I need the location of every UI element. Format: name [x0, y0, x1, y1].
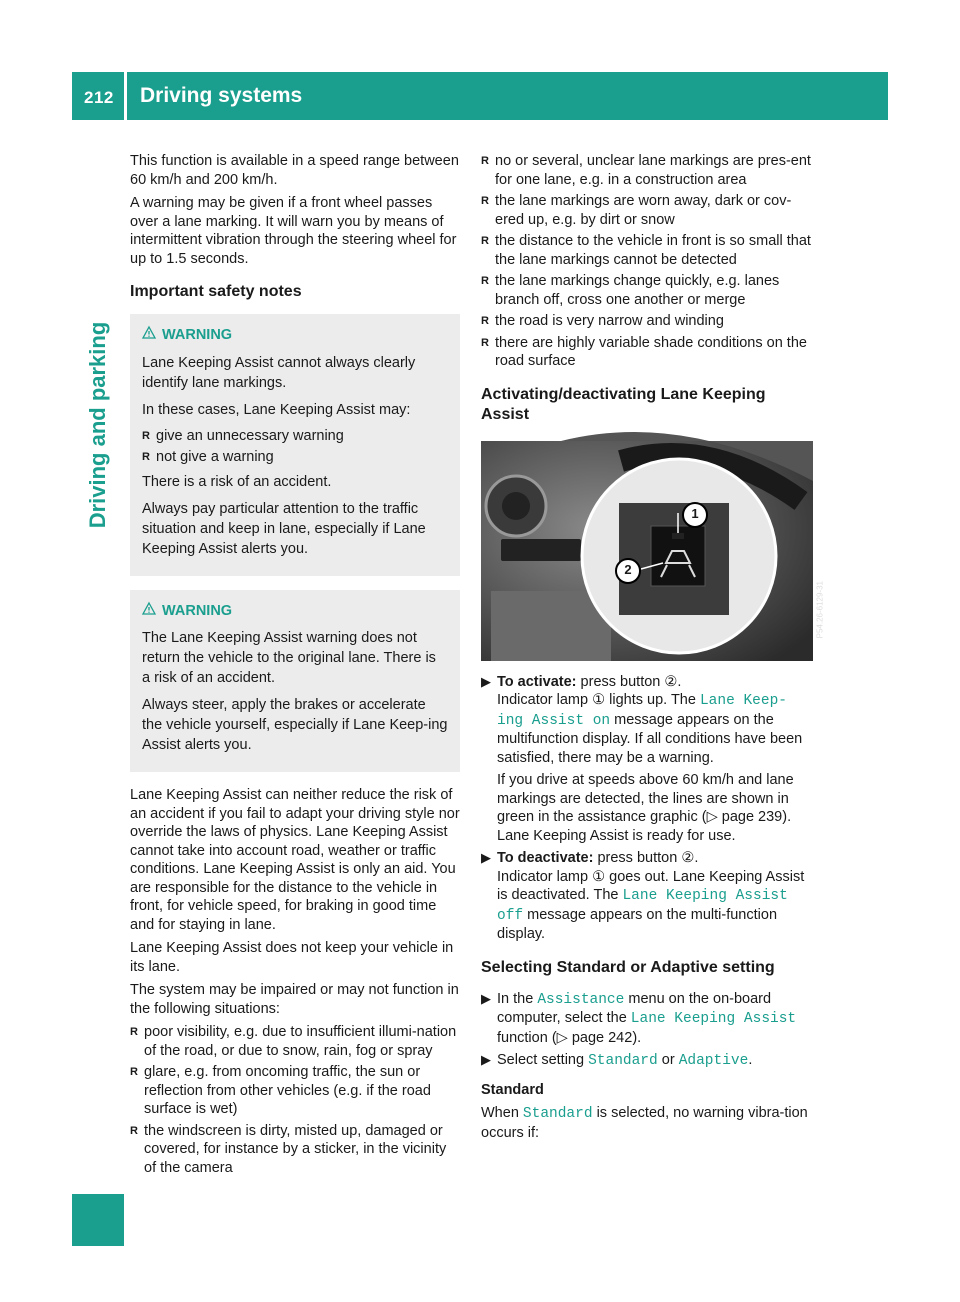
warning-label: WARNING	[162, 327, 233, 343]
right-column	[481, 152, 824, 1147]
warning-text: Always steer, apply the brakes or accelerate the vehicle yourself, especially if Lane Keep-ing Assist alerts you.	[142, 697, 448, 753]
steering-wheel-photo	[481, 441, 824, 661]
side-tab	[83, 305, 113, 545]
safety-heading: Important safety notes	[130, 283, 302, 300]
warning-description: A warning may be given if a front wheel passes over a lane marking. It will warn you by means of intermittent vibration through the steering wheel for up to 1.5 seconds.	[130, 195, 457, 267]
page-number: 212	[84, 88, 114, 107]
standard-paragraph: When Standard is selected, no warning vibra-tion occurs if:	[481, 1105, 808, 1141]
list-item: R the windscreen is dirty, misted up, damaged or covered, for instance by a sticker, in the vicinity of the camera	[130, 1122, 460, 1178]
warning-box-1	[130, 314, 460, 576]
page-header	[72, 72, 888, 120]
steering-wheel-illustration	[481, 441, 813, 661]
arrow-icon: ▶	[481, 990, 491, 1006]
body-paragraph: Lane Keeping Assist does not keep your vehicle in its lane.	[130, 940, 454, 975]
warning-text: The Lane Keeping Assist warning does not return the vehicle to the original lane. There is a risk of an accident.	[142, 630, 436, 686]
callout-1: 1	[682, 502, 708, 528]
warning-triangle-icon	[142, 602, 156, 621]
warning-label: WARNING	[162, 602, 233, 619]
warning-text: Always pay particular attention to the traffic situation and keep in lane, especially if Lane Keeping Assist alerts you.	[142, 500, 426, 557]
page-reference: ▷ page 239).	[706, 809, 792, 825]
select-heading: Selecting Standard or Adaptive setting	[481, 958, 775, 976]
select-step-2: ▶ Select setting Standard or Adaptive.	[481, 1052, 753, 1069]
warning-triangle-icon	[142, 326, 156, 345]
list-item: R poor visibility, e.g. due to insufficient illumi-nation of the road, or due to snow, rain, fog or spray	[130, 1023, 460, 1060]
list-item: R the lane markings change quickly, e.g. lanes branch off, cross one another or merge	[481, 272, 813, 309]
select-steps	[481, 990, 813, 1071]
side-tab-label: Driving and parking	[85, 321, 110, 529]
warning-bullets	[142, 427, 448, 467]
select-step-1: ▶ In the Assistance menu on the on-board computer, select the Lane Keeping Assist function (▷ page 242).	[481, 990, 797, 1046]
body-paragraph: Lane Keeping Assist can neither reduce the risk of an accident if you fail to adapt your driving style nor override the laws of physics. Lane Keeping Assist cannot take into account road, weather or traffic conditions. Lane Keeping Assist is only an aid. You are responsible for the distance to the vehicle in front, for vehicle speed, for braking in good time and for staying in lane.	[130, 787, 460, 933]
header-divider	[124, 72, 127, 120]
warning-text: In these cases, Lane Keeping Assist may:	[142, 401, 411, 418]
impairment-list	[130, 1023, 460, 1177]
activate-step: ▶ To activate: press button ②. Indicator lamp ① lights up. The Lane Keep-ing Assist on message appears on the multifunction display. If all conditions have been satisfied, there may be a warning. If you drive at speeds above 60 km/h and lane markings are detected, the lines are shown in green in the assistance graphic (▷ page 239). Lane Keeping Assist is ready for use.	[481, 673, 803, 844]
warning-box-2	[130, 590, 460, 773]
list-item: R the road is very narrow and winding	[481, 312, 813, 331]
display-message: Lane Keep-ing Assist on	[497, 693, 787, 729]
intro-paragraph: This function is available in a speed range between 60 km/h and 200 km/h.	[130, 153, 459, 188]
standard-heading: Standard	[481, 1081, 544, 1098]
page-title: Driving systems	[140, 84, 303, 107]
list-item: R the lane markings are worn away, dark or cov-ered up, e.g. by dirt or snow	[481, 192, 813, 229]
activate-heading: Activating/deactivating Lane Keeping Assist	[481, 385, 766, 423]
left-column	[130, 152, 460, 1182]
list-item: R glare, e.g. from oncoming traffic, the sun or reflection from other vehicles (e.g. if the road surface is wet)	[130, 1063, 460, 1119]
impairment-list-cont	[481, 152, 813, 371]
side-tab-marker	[72, 1194, 124, 1246]
body-paragraph: The system may be impaired or may not function in the following situations:	[130, 982, 459, 1017]
list-item: R not give a warning	[142, 448, 448, 467]
callout-2: 2	[615, 558, 641, 584]
display-message: Lane Keeping Assist off	[497, 888, 788, 924]
arrow-icon: ▶	[481, 850, 491, 865]
warning-text: There is a risk of an accident.	[142, 473, 332, 490]
list-item: R no or several, unclear lane markings are pres-ent for one lane, e.g. in a construction area	[481, 152, 813, 189]
activation-steps	[481, 673, 813, 944]
arrow-icon: ▶	[481, 673, 491, 689]
arrow-icon: ▶	[481, 1052, 491, 1067]
deactivate-step: ▶ To deactivate: press button ②. Indicator lamp ① goes out. Lane Keeping Assist is deactivated. The Lane Keeping Assist off message appears on the multi-function display.	[481, 850, 805, 942]
list-item: R give an unnecessary warning	[142, 427, 448, 446]
warning-text: Lane Keeping Assist cannot always clearly identify lane markings.	[142, 354, 416, 391]
list-item: R there are highly variable shade conditions on the road surface	[481, 334, 813, 371]
list-item: R the distance to the vehicle in front is so small that the lane markings cannot be detected	[481, 232, 813, 269]
page-reference: ▷ page 242).	[556, 1029, 642, 1046]
figure-code: P54.26-6129-31	[815, 580, 824, 638]
